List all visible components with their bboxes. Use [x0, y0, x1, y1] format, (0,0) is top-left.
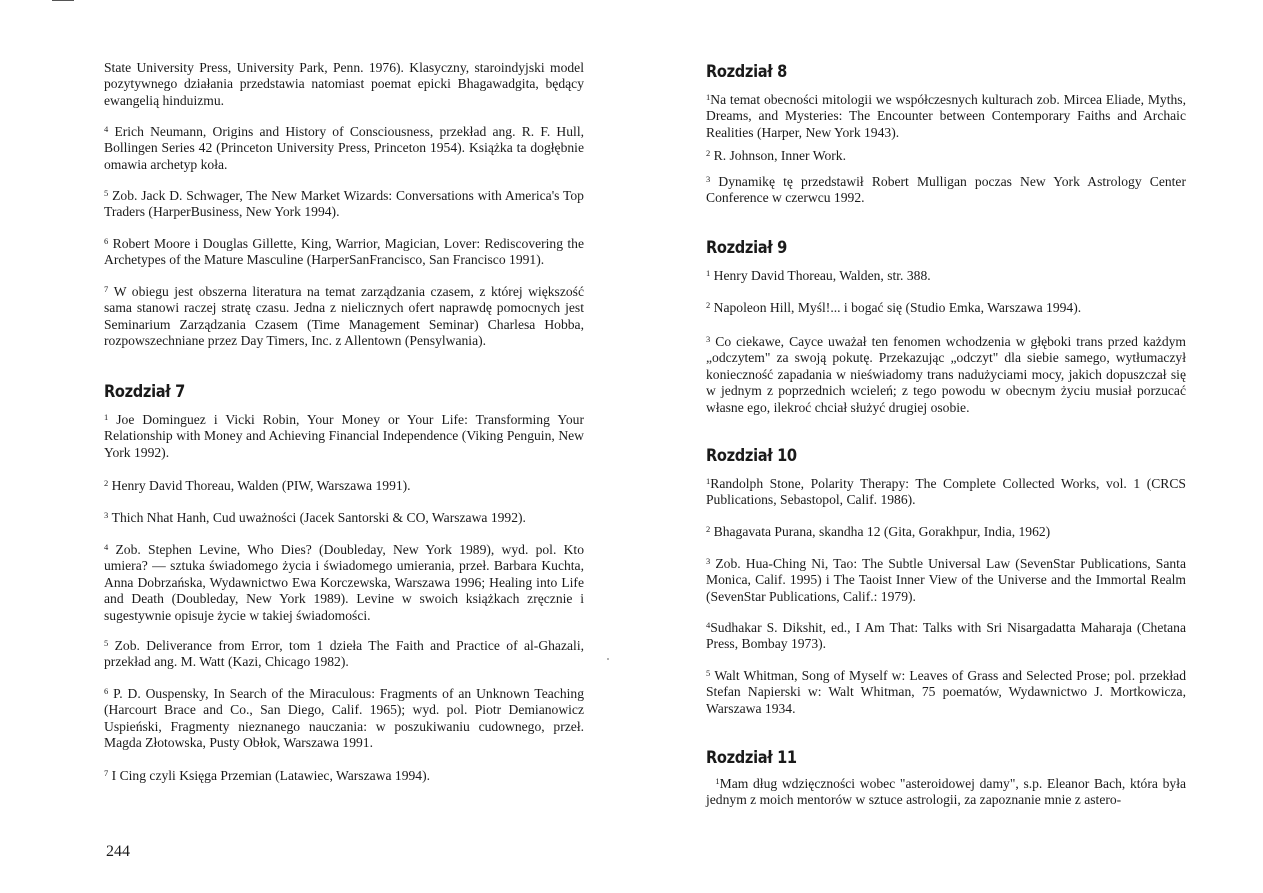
footnote [706, 334, 1186, 416]
footnote [104, 188, 584, 221]
footnote-text: Henry David Thoreau, Walden, str. 388. [713, 268, 931, 283]
footnote-text: Joe Dominguez i Vicki Robin, Your Money or Your Life: Transforming Your Relationship with Money and Achieving Financial Independence (Viking Penguin, New York 1992). [104, 412, 584, 460]
footnote-number: 3 [706, 556, 711, 566]
footnote-number: 6 [104, 686, 109, 696]
ch10-footnote-1 [706, 476, 1186, 509]
chapter-heading-7: Rozdział 7 [104, 382, 185, 402]
footnote-7 [104, 284, 584, 350]
ch8-footnote-1 [706, 92, 1186, 141]
footnote-number: 5 [104, 638, 109, 648]
ch10-footnote-5 [706, 668, 1186, 717]
ch7-footnote-4 [104, 542, 584, 624]
footnote-number: 1 [706, 92, 711, 102]
footnote-text: State University Press, University Park, Penn. 1976). Klasyczny, staroindyjski model pozytywnego działania przedstawia natomiast poemat epicki Bhagawadgita, będący ewangelią hinduizmu. [104, 60, 584, 108]
ch9-footnote-3 [706, 334, 1186, 416]
chapter-heading-8: Rozdział 8 [706, 62, 787, 82]
footnote [104, 768, 584, 784]
footnote-text: Zob. Stephen Levine, Who Dies? (Doubleday, New York 1989), wyd. pol. Kto umiera? — sztuka świadomego życia i świadomego umierania, przeł. Barbara Kuchta, Anna Dobrzańska, Wydawnictwo Ewa Korczewska, Warszawa 1996; Healing into Life and Death (Doubleday, New York 1989). Levine w swoich książkach zręcznie i sugestywnie opisuje życie w takiej świadomości. [104, 542, 584, 623]
footnote-number: 4 [104, 124, 109, 134]
footnote-continuation [104, 60, 584, 109]
footnote-number: 2 [706, 300, 711, 310]
ch10-footnote-3 [706, 556, 1186, 605]
footnote-4 [104, 124, 584, 173]
footnote-number: 2 [104, 478, 109, 488]
chapter-heading-10: Rozdział 10 [706, 446, 797, 466]
chapter-heading-9: Rozdział 9 [706, 238, 787, 258]
ch9-footnote-1 [706, 268, 1186, 284]
footnote-number: 4 [706, 620, 711, 630]
footnote-number: 1 [715, 776, 720, 786]
footnote-number: 3 [706, 334, 711, 344]
footnote [706, 476, 1186, 509]
footnote [706, 148, 1186, 164]
footnote-number: 2 [706, 148, 711, 158]
footnote-number: 2 [706, 524, 711, 534]
footnote-text: Randolph Stone, Polarity Therapy: The Complete Collected Works, vol. 1 (CRCS Publications, Sebastopol, Calif. 1986). [706, 476, 1186, 508]
footnote-6 [104, 236, 584, 269]
footnote-text: Zob. Deliverance from Error, tom 1 dzieła The Faith and Practice of al-Ghazali, przekład ang. M. Watt (Kazi, Chicago 1982). [104, 638, 584, 670]
footnote-text: Walt Whitman, Song of Myself w: Leaves of Grass and Selected Prose; pol. przekład Stefan Napierski w: Walt Whitman, 75 poematów, Wydawnictwo J. Mortkowicza, Warszawa 1934. [706, 668, 1186, 716]
footnote-text: Zob. Hua-Ching Ni, Tao: The Subtle Universal Law (SevenStar Publications, Santa Monica, Calif. 1995) i The Taoist Inner View of the Universe and the Immortal Realm (SevenStar Publications, Calif.: 1979). [706, 556, 1186, 604]
footnote [706, 268, 1186, 284]
footnote-number: 3 [706, 174, 711, 184]
footnote-5 [104, 188, 584, 221]
footnote [104, 236, 584, 269]
ch7-footnote-6 [104, 686, 584, 752]
footnote-text: Napoleon Hill, Myśl!... i bogać się (Studio Emka, Warszawa 1994). [713, 300, 1082, 315]
ch8-footnote-2 [706, 148, 1186, 164]
footnote-text: P. D. Ouspensky, In Search of the Miraculous: Fragments of an Unknown Teaching (Harcourt Brace and Co., San Diego, Calif. 1965); wyd. pol. Piotr Demianowicz Uspieński, Fragmenty nieznanego nauczania: w poszukiwaniu cudownego, przeł. Magda Złotowska, Pusty Obłok, Warszawa 1991. [104, 686, 584, 751]
footnote [706, 92, 1186, 141]
ch7-footnote-7 [104, 768, 584, 784]
footnote-number: 5 [706, 668, 711, 678]
footnote-text: Co ciekawe, Cayce uważał ten fenomen wchodzenia w głęboki trans przed każdym „odczytem" za swoją pokutę. Przekazując „odczyt" dla siebie samego, wytłumaczył konieczność zapadania w nieświadomy trans nadużyciami mocy, jakich dopuszczał się w jednym z poprzednich wcieleń; z tego powodu w obecnym życiu musiał porzucać własne ego, ilekroć chciał służyć drugiej osobie. [706, 334, 1186, 415]
footnote-text: Sudhakar S. Dikshit, ed., I Am That: Talks with Sri Nisargadatta Maharaja (Chetana Press, Bombay 1973). [706, 620, 1186, 652]
footnote-text: Dynamikę tę przedstawił Robert Mulligan poczas New York Astrology Center Conference w czerwcu 1992. [706, 174, 1186, 206]
footnote-number: 1 [706, 268, 711, 278]
footnote [104, 542, 584, 624]
footnote-number: 1 [104, 412, 109, 422]
ch8-footnote-3 [706, 174, 1186, 207]
footnote [104, 284, 584, 350]
footnote-text: Zob. Jack D. Schwager, The New Market Wizards: Conversations with America's Top Traders (HarperBusiness, New York 1994). [104, 188, 584, 220]
footnote [104, 686, 584, 752]
footnote-text: Mam dług wdzięczności wobec "asteroidowej damy", s.p. Eleanor Bach, która była jednym z moich mentorów w sztuce astrologii, za zapoznanie mnie z astero- [706, 776, 1187, 808]
ch10-footnote-2 [706, 524, 1186, 540]
footnote-number: 7 [104, 284, 109, 294]
page-corner-mark [52, 0, 74, 1]
footnote-text: Erich Neumann, Origins and History of Consciousness, przekład ang. R. F. Hull, Bollingen Series 42 (Princeton University Press, Princeton 1954). Książka ta dogłębnie omawia archetyp koła. [104, 124, 584, 172]
ch7-footnote-3 [104, 510, 584, 526]
footnote-number: 3 [104, 510, 109, 520]
footnote-text: Thich Nhat Hanh, Cud uważności (Jacek Santorski & CO, Warszawa 1992). [111, 510, 526, 525]
ch10-footnote-4 [706, 620, 1186, 653]
ch7-footnote-1 [104, 412, 584, 461]
footnote [706, 524, 1186, 540]
footnote [706, 174, 1186, 207]
footnote-text: Bhagavata Purana, skandha 12 (Gita, Gorakhpur, India, 1962) [713, 524, 1051, 539]
footnote-text: I Cing czyli Księga Przemian (Latawiec, Warszawa 1994). [111, 768, 431, 783]
page-number: 244 [106, 843, 130, 860]
footnote-number: 5 [104, 188, 109, 198]
scan-speck [607, 658, 609, 660]
chapter-heading-11: Rozdział 11 [706, 748, 797, 768]
footnote-number: 6 [104, 236, 109, 246]
ch7-footnote-5 [104, 638, 584, 671]
footnote-text: Robert Moore i Douglas Gillette, King, Warrior, Magician, Lover: Rediscovering the Archetypes of the Mature Masculine (HarperSanFrancisco, San Francisco 1991). [104, 236, 584, 268]
footnote [706, 300, 1186, 316]
footnote [706, 776, 1186, 809]
footnote-number: 7 [104, 768, 109, 778]
footnote [706, 668, 1186, 717]
footnote-text: R. Johnson, Inner Work. [713, 148, 846, 163]
ch11-footnote-1 [706, 776, 1186, 809]
footnote-text: Na temat obecności mitologii we współczesnych kulturach zob. Mircea Eliade, Myths, Dreams, and Mysteries: The Encounter between Contemporary Faiths and Archaic Realities (Harper, New York 1943). [706, 92, 1186, 140]
footnote [104, 638, 584, 671]
footnote [104, 478, 584, 494]
footnote [706, 620, 1186, 653]
footnote-text: Henry David Thoreau, Walden (PIW, Warszawa 1991). [111, 478, 411, 493]
footnote-text: W obiegu jest obszerna literatura na temat zarządzania czasem, z której większość sama stanowi raczej stratę czasu. Jedna z nielicznych ofert naprawdę pomocnych jest Seminarium Zarządzania Czasem (Time Management Seminar) Charlesa Hobba, rozpowszechniane przez Day Timers, Inc. z Allentown (Pensylwania). [104, 284, 584, 349]
ch7-footnote-2 [104, 478, 584, 494]
footnote-number: 1 [706, 476, 711, 486]
footnote-number: 4 [104, 542, 109, 552]
footnote [104, 510, 584, 526]
ch9-footnote-2 [706, 300, 1186, 316]
footnote [706, 556, 1186, 605]
footnote [104, 412, 584, 461]
footnote [104, 124, 584, 173]
